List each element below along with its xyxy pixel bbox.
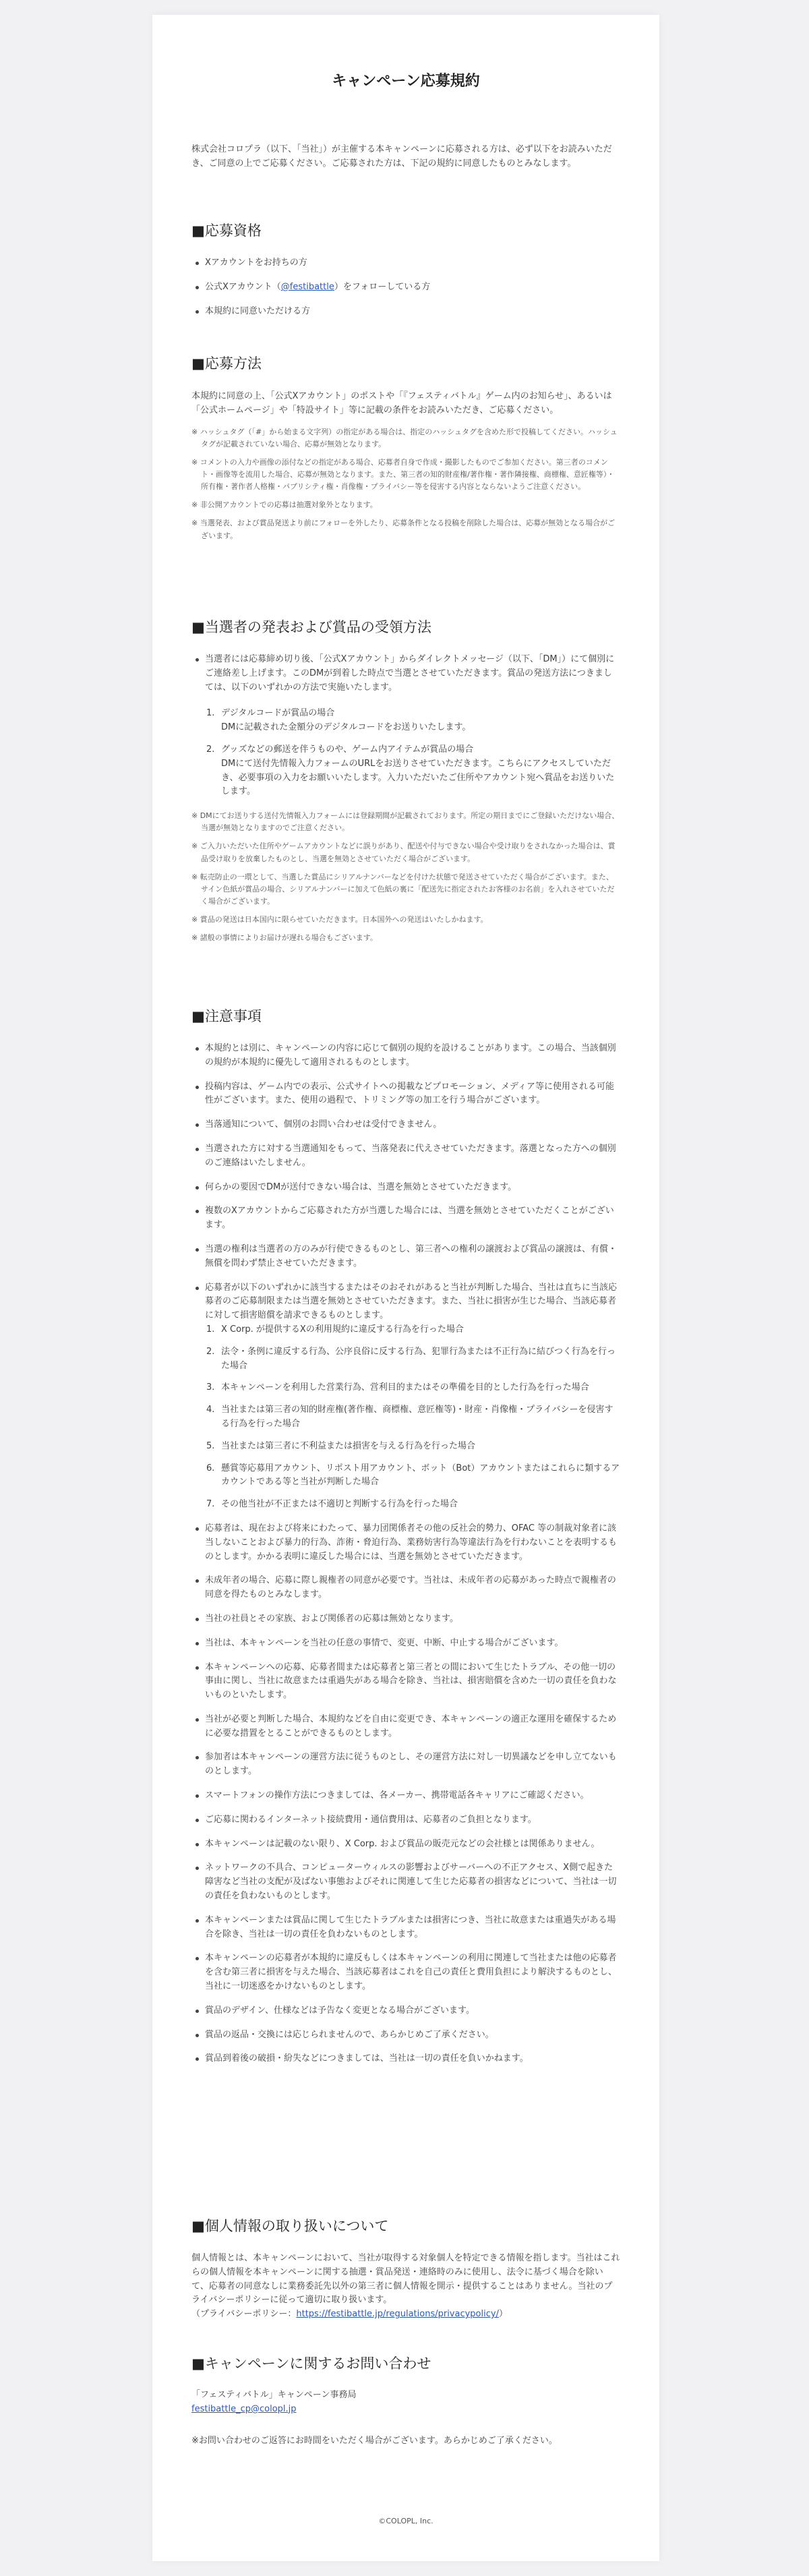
page-title: キャンペーン応募規約 xyxy=(332,73,480,90)
prohibited-item: 7. その他当社が不正または不適切と判断する行為を行った場合 xyxy=(206,1499,458,1510)
delivery-methods xyxy=(191,707,620,799)
follow-suffix: ）をフォローしている方 xyxy=(334,281,431,292)
policy-suffix: ） xyxy=(498,2309,508,2320)
list-item: 当選の権利は当選者の方のみが行使できるものとし、第三者への権利の譲渡および賞品の譲渡は、有償・無償を問わず禁止させていただきます。 xyxy=(191,1243,620,1271)
note: ※ 当選発表、および賞品発送より前にフォローを外したり、応募条件となる投稿を削除した場合は、応募が無効となる場合がございます。 xyxy=(191,519,616,540)
list-item: 当選者には応募締め切り後、「公式Xアカウント」からダイレクトメッセージ（以下、「DM」）にて個別にご連絡差し上げます。このDMが到着した時点で当選とさせていただきます。賞品の発送方法につきましては、以下のいずれかの方法で実施いたします。 xyxy=(191,653,620,695)
list-item xyxy=(191,1281,620,1512)
list-item: 本キャンペーンへの応募、応募者間または応募者と第三者との間において生じたトラブル、その他一切の事由に関し、当社に故意または重過失がある場合を除き、当社は、損害賠償を含めた一切の責任を負わないものといたします。 xyxy=(191,1661,620,1703)
intro-text: 株式会社コロプラ（以下、「当社」）が主催する本キャンペーンに応募される方は、必ず以下をお読みいただき、ご同意の上でご応募ください。ご応募された方は、下記の規約に同意したものとみなします。 xyxy=(191,144,612,169)
prohibited-item: 1. X Corp. が提供するXの利用規約に違反する行為を行った場合 xyxy=(206,1324,464,1335)
policy-prefix: （プライバシーポリシー： xyxy=(191,2309,297,2320)
terms-card xyxy=(152,15,659,2561)
method-title: デジタルコードが賞品の場合 xyxy=(221,708,335,719)
note: ※ コメントの入力や画像の添付などの指定がある場合、応募者自身で作成・撮影したものでご参加ください。第三者のコメント・画像等を流用した場合、応募が無効となります。また、第三者の知的財産権/著作権・著作隣接権、商標権、意匠権等）・所有権・著作者人格権・パブリシティ権・肖像権・プライバシー等を侵害する内容とならないようご注意ください。 xyxy=(191,457,615,492)
note: ※ ハッシュタグ（「#」から始まる文字列）の指定がある場合は、指定のハッシュタグを含めた形で投稿してください。ハッシュタグが記載されていない場合、応募が無効となります。 xyxy=(191,427,618,448)
note: ※ DMにてお送りする送付先情報入力フォームには登録期間が記載されております。所定の期日までにご登録いただけない場合、当選が無効となりますのでご注意ください。 xyxy=(191,811,620,833)
list-item: 参加者は本キャンペーンの運営方法に従うものとし、その運営方法に対し一切異議などを申し立てないものとします。 xyxy=(191,1751,620,1779)
cautions-heading: ■注意事項 xyxy=(191,1008,262,1024)
contact-note: ※お問い合わせのご返答にお時間をいただく場合がございます。あらかじめご了承ください。 xyxy=(191,2435,558,2446)
list-item: Xアカウントをお持ちの方 xyxy=(191,256,620,270)
list-item: 本規約とは別に、キャンペーンの内容に応じて個別の規約を設けることがあります。この場合、当該個別の規約が本規約に優先して適用されるものとします。 xyxy=(191,1042,620,1070)
method-item xyxy=(191,743,620,799)
list-item: スマートフォンの操作方法につきましては、各メーカー、携帯電話各キャリアにご確認ください。 xyxy=(191,1789,620,1803)
eligibility-heading: ■応募資格 xyxy=(191,223,262,239)
note: ※ 非公開アカウントでの応募は抽選対象外となります。 xyxy=(191,500,378,510)
eligibility-section xyxy=(191,256,620,328)
note: ※ 諸般の事情によりお届けが遅れる場合もございます。 xyxy=(191,933,378,943)
prohibited-item: 5. 当社または第三者に不利益または損害を与える行為を行った場合 xyxy=(206,1440,476,1451)
privacy-body: 個人情報とは、本キャンペーンにおいて、当社が取得する対象個人を特定できる情報を指します。当社はこれらの個人情報を本キャンペーンに関する抽選・賞品発送・連絡時のみに使用し、法令に基づく場合を除いて、応募者の同意なしに業務委託先以外の第三者に個人情報を開示・提供することはありません。当社のプライバシーポリシーに従って適切に取り扱います。 xyxy=(191,2253,620,2306)
prohibited-lead: 応募者が以下のいずれかに該当するまたはそのおそれがあると当社が判断した場合、当社は直ちに当該応募者のご応募制限または当選を無効とさせていただきます。また、当社に損害が生じた場合、当該応募者に対して損害賠償を請求できるものとします。 xyxy=(205,1282,618,1321)
list-item: ご応募に関わるインターネット接続費用・通信費用は、応募者のご負担となります。 xyxy=(191,1813,620,1827)
list-item: 当社の社員とその家族、および関係者の応募は無効となります。 xyxy=(191,1612,620,1627)
method-number: 1. xyxy=(206,708,215,719)
method-title: グッズなどの郵送を伴うものや、ゲーム内アイテムが賞品の場合 xyxy=(221,744,474,755)
prohibited-item: 4. 当社または第三者の知的財産権(著作権、商標権、意匠権等)・財産・肖像権・プライバシーを侵害する行為を行った場合 xyxy=(206,1405,613,1429)
copyright: ©COLOPL, Inc. xyxy=(378,2517,433,2525)
note: ※ ご入力いただいた住所やゲームアカウントなどに誤りがあり、配送や付与できない場合や受け取りをされなかった場合は、賞品受け取りを放棄したものとし、当選を無効とさせていただく場合がございます。 xyxy=(191,842,616,863)
winner-section xyxy=(191,653,620,950)
list-item: 投稿内容は、ゲーム内での表示、公式サイトへの掲載などプロモーション、メディア等に使用される可能性がございます。また、使用の過程で、トリミング等の加工を行う場合がございます。 xyxy=(191,1080,620,1109)
list-item: 当社は、本キャンペーンを当社の任意の事情で、変更、中断、中止する場合がございます。 xyxy=(191,1637,620,1651)
list-item xyxy=(191,281,620,295)
prohibited-list xyxy=(191,1323,620,1512)
cautions-section xyxy=(191,1042,620,2076)
method-body: DMにて送付先情報入力フォームのURLをお送りさせていただきます。こちらにアクセスしていただき、必要事項の入力をお願いいたします。入力いただいたご住所やアカウント宛へ賞品をお送りいたします。 xyxy=(221,758,615,797)
howto-section xyxy=(191,390,620,548)
list-item: 本規約に同意いただける方 xyxy=(191,305,620,319)
howto-heading: ■応募方法 xyxy=(191,355,262,372)
winner-heading: ■当選者の発表および賞品の受領方法 xyxy=(191,619,431,635)
follow-prefix: 公式Xアカウント（ xyxy=(205,281,281,292)
note: ※ 転売防止の一環として、当選した賞品にシリアルナンバーなどを付けた状態で発送させていただく場合がございます。また、サイン色紙が賞品の場合、シリアルナンバーに加えて色紙の裏に「配送先に指定されたお客様のお名前」を入れさせていただく場合がございます。 xyxy=(191,872,615,906)
festibattle-x-link[interactable]: @festibattle xyxy=(280,281,334,292)
method-item xyxy=(191,707,620,735)
list-item: 応募者は、現在および将来にわたって、暴力団関係者その他の反社会的勢力、OFAC 等の制裁対象者に該当しないことおよび暴力的行為、詐術・脅迫行為、業務妨害行為等違法行為を行わないことを表明するものとします。かかる表明に違反した場合には、当選を無効とさせていただきます。 xyxy=(191,1522,620,1564)
list-item: 当社が必要と判断した場合、本規約などを自由に変更でき、本キャンペーンの適正な運用を確保するために必要な措置をとることができるものとします。 xyxy=(191,1713,620,1741)
list-item: 本キャンペーンは記載のない限り、X Corp. および賞品の販売元などの会社様とは関係ありません。 xyxy=(191,1838,620,1852)
privacy-heading: ■個人情報の取り扱いについて xyxy=(191,2218,389,2234)
privacy-policy-line xyxy=(191,2308,620,2322)
contact-section xyxy=(191,2389,620,2448)
note: ※ 賞品の発送は日本国内に限らせていただきます。日本国外への発送はいたしかねます。 xyxy=(191,915,488,925)
list-item: 複数のXアカウントからご応募された方が当選した場合には、当選を無効とさせていただくことがございます。 xyxy=(191,1204,620,1233)
privacy-policy-link[interactable]: https://festibattle.jp/regulations/privacypolicy/ xyxy=(296,2309,499,2320)
list-item: 何らかの要因でDMが送付できない場合は、当選を無効とさせていただきます。 xyxy=(191,1181,620,1195)
contact-email-link[interactable]: festibattle_cp@colopl.jp xyxy=(191,2403,297,2414)
list-item: 当選された方に対する当選通知をもって、当落発表に代えさせていただきます。落選となった方への個別のご連絡はいたしません。 xyxy=(191,1142,620,1171)
method-number: 2. xyxy=(206,744,215,755)
howto-notes xyxy=(191,426,620,542)
prohibited-item: 6. 懸賞等応募用アカウント、リポスト用アカウント、ボット（Bot）アカウントまたはこれらに類するアカウントである等と当社が判断した場合 xyxy=(206,1463,620,1488)
list-item: 本キャンペーンの応募者が本規約に違反もしくは本キャンペーンの利用に関連して当社または他の応募者を含む第三者に損害を与えた場合、当該応募者はこれを自己の責任と費用負担により解決するものとし、当社に一切迷惑をかけないものとします。 xyxy=(191,1952,620,1993)
winner-notes xyxy=(191,810,620,944)
list-item: 賞品到着後の破損・紛失などにつきましては、当社は一切の責任を負いかねます。 xyxy=(191,2052,620,2066)
list-item: 未成年者の場合、応募に際し親権者の同意が必要です。当社は、未成年者の応募があった時点で親権者の同意を得たものとみなします。 xyxy=(191,1574,620,1602)
list-item: 当落通知について、個別のお問い合わせは受付できません。 xyxy=(191,1118,620,1132)
prohibited-item: 3. 本キャンペーンを利用した営業行為、営利目的またはその準備を目的とした行為を行った場合 xyxy=(206,1382,589,1393)
contact-heading: ■キャンペーンに関するお問い合わせ xyxy=(191,2355,431,2372)
howto-body: 本規約に同意の上、「公式Xアカウント」のポストや「『フェスティバトル』ゲーム内のお知らせ」、あるいは「公式ホームページ」や「特設サイト」等に記載の条件をお読みいただき、ご応募ください。 xyxy=(191,391,612,415)
privacy-section xyxy=(191,2252,620,2322)
list-item: ネットワークの不具合、コンピューターウィルスの影響およびサーバーへの不正アクセス、X側で起きた障害など当社の支配が及ばない事態およびそれに関連して生じた応募者の損害などについて、当社は一切の責任を負わないものとします。 xyxy=(191,1861,620,1903)
list-item: 賞品の返品・交換には応じられませんので、あらかじめご了承ください。 xyxy=(191,2028,620,2043)
cautions-list-a xyxy=(191,1042,620,2066)
list-item: 本キャンペーンまたは賞品に関して生じたトラブルまたは損害につき、当社に故意または重過失がある場合を除き、当社は一切の責任を負わないものとします。 xyxy=(191,1914,620,1942)
prohibited-item: 2. 法令・条例に違反する行為、公序良俗に反する行為、犯罪行為または不正行為に結びつく行為を行った場合 xyxy=(206,1346,616,1371)
method-body: DMに記載された金額分のデジタルコードをお送りいたします。 xyxy=(221,722,471,733)
contact-office: 「フェスティバトル」キャンペーン事務局 xyxy=(191,2390,357,2400)
list-item: 賞品のデザイン、仕様などは予告なく変更となる場合がございます。 xyxy=(191,2004,620,2018)
